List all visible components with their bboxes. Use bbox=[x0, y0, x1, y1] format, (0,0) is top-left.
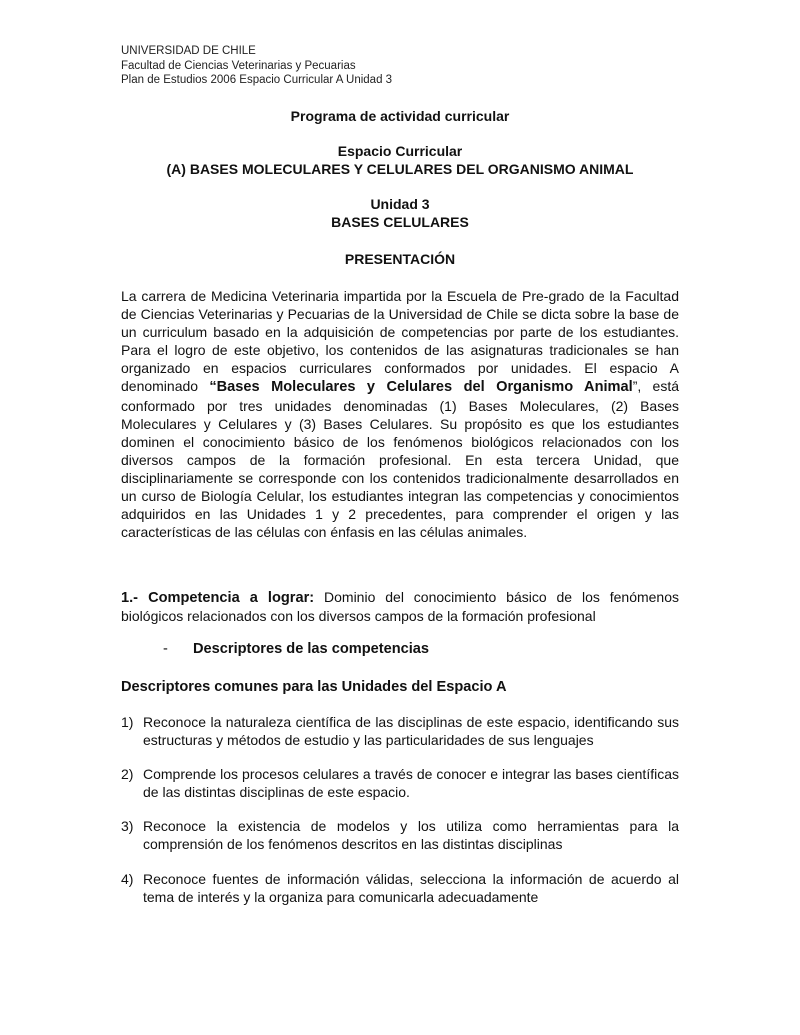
space-label: Espacio Curricular bbox=[337, 143, 463, 159]
unit-label: Unidad 3 bbox=[370, 196, 430, 212]
common-descriptors-heading: Descriptores comunes para las Unidades del Espacio A bbox=[121, 679, 507, 695]
list-item-number: 1) bbox=[121, 714, 134, 730]
list-item-text: Reconoce fuentes de información válidas, selecciona la información de acuerdo al tema de interés y la organiza para comunicarla adecuadamente bbox=[143, 870, 679, 905]
space-name: (A) BASES MOLECULARES Y CELULARES DEL ORGANISMO ANIMAL bbox=[166, 161, 634, 177]
competency-paragraph bbox=[121, 588, 679, 625]
competency-lead: 1.- Competencia a lograr: bbox=[121, 590, 315, 606]
header-faculty: Facultad de Ciencias Veterinarias y Pecuarias bbox=[121, 59, 356, 72]
list-item-number: 2) bbox=[121, 766, 134, 783]
list-item bbox=[121, 765, 679, 801]
intro-text-part1: La carrera de Medicina Veterinaria impartida por la Escuela de Pre-grado de la Facultad de Ciencias Veterinarias y Pecuarias de la Universidad de Chile se dicta sobre la base de un curriculum basado en la adquisición de competencias por parte de los estudiantes. Para el logro de este objetivo, los contenidos de las asignaturas tradicionales se han organizado en espacios curriculares conformados por unidades. El espacio A denominado bbox=[121, 288, 679, 395]
section-title: PRESENTACIÓN bbox=[344, 251, 456, 267]
competency-text: Dominio del conocimiento básico de los fenómenos biológicos relacionados con los diversos campos de la formación profesional bbox=[121, 589, 679, 625]
program-title: Programa de actividad curricular bbox=[290, 108, 510, 124]
intro-text-part2: ”, está conformado por tres unidades denominadas (1) Bases Moleculares, (2) Bases Moleculares y Celulares y (3) Bases Celulares. Su propósito es que los estudiantes dominen el conocimiento básico de los fenómenos biológicos relacionados con los diversos campos de la formación profesional. En esta tercera Unidad, que disciplinariamente se corresponde con los contenidos tradicionalmente desarrollados en un curso de Biología Celular, los estudiantes integran las competencias y conocimientos adquiridos en las Unidades 1 y 2 precedentes, para comprender el origen y las características de las células con énfasis en las células animales. bbox=[121, 378, 680, 541]
bullet-dash: - bbox=[163, 641, 168, 657]
list-item-number: 3) bbox=[121, 818, 134, 835]
unit-name: BASES CELULARES bbox=[331, 214, 469, 230]
list-item-text: Reconoce la existencia de modelos y los utiliza como herramientas para la comprensión de los fenómenos descritos en las distintas disciplinas bbox=[143, 818, 679, 853]
list-item-text: Comprende los procesos celulares a través de conocer e integrar las bases científicas de las distintas disciplinas de este espacio. bbox=[143, 766, 679, 801]
descriptor-list bbox=[121, 713, 679, 922]
descriptors-heading bbox=[163, 641, 429, 657]
intro-paragraph bbox=[121, 287, 679, 541]
intro-highlight: “Bases Moleculares y Celulares del Organismo Animal bbox=[209, 379, 633, 396]
list-item-text: Reconoce la naturaleza científica de las disciplinas de este espacio, identificando sus estructuras y métodos de estudio y las particularidades de sus lenguajes bbox=[143, 714, 679, 749]
header-university: UNIVERSIDAD DE CHILE bbox=[121, 45, 256, 57]
header-plan: Plan de Estudios 2006 Espacio Curricular A Unidad 3 bbox=[121, 74, 393, 86]
list-item bbox=[121, 817, 679, 853]
list-item-number: 4) bbox=[121, 870, 134, 887]
list-item bbox=[121, 713, 679, 749]
descriptors-heading-text: Descriptores de las competencias bbox=[193, 641, 430, 657]
document-header bbox=[121, 44, 392, 88]
list-item bbox=[121, 870, 679, 906]
